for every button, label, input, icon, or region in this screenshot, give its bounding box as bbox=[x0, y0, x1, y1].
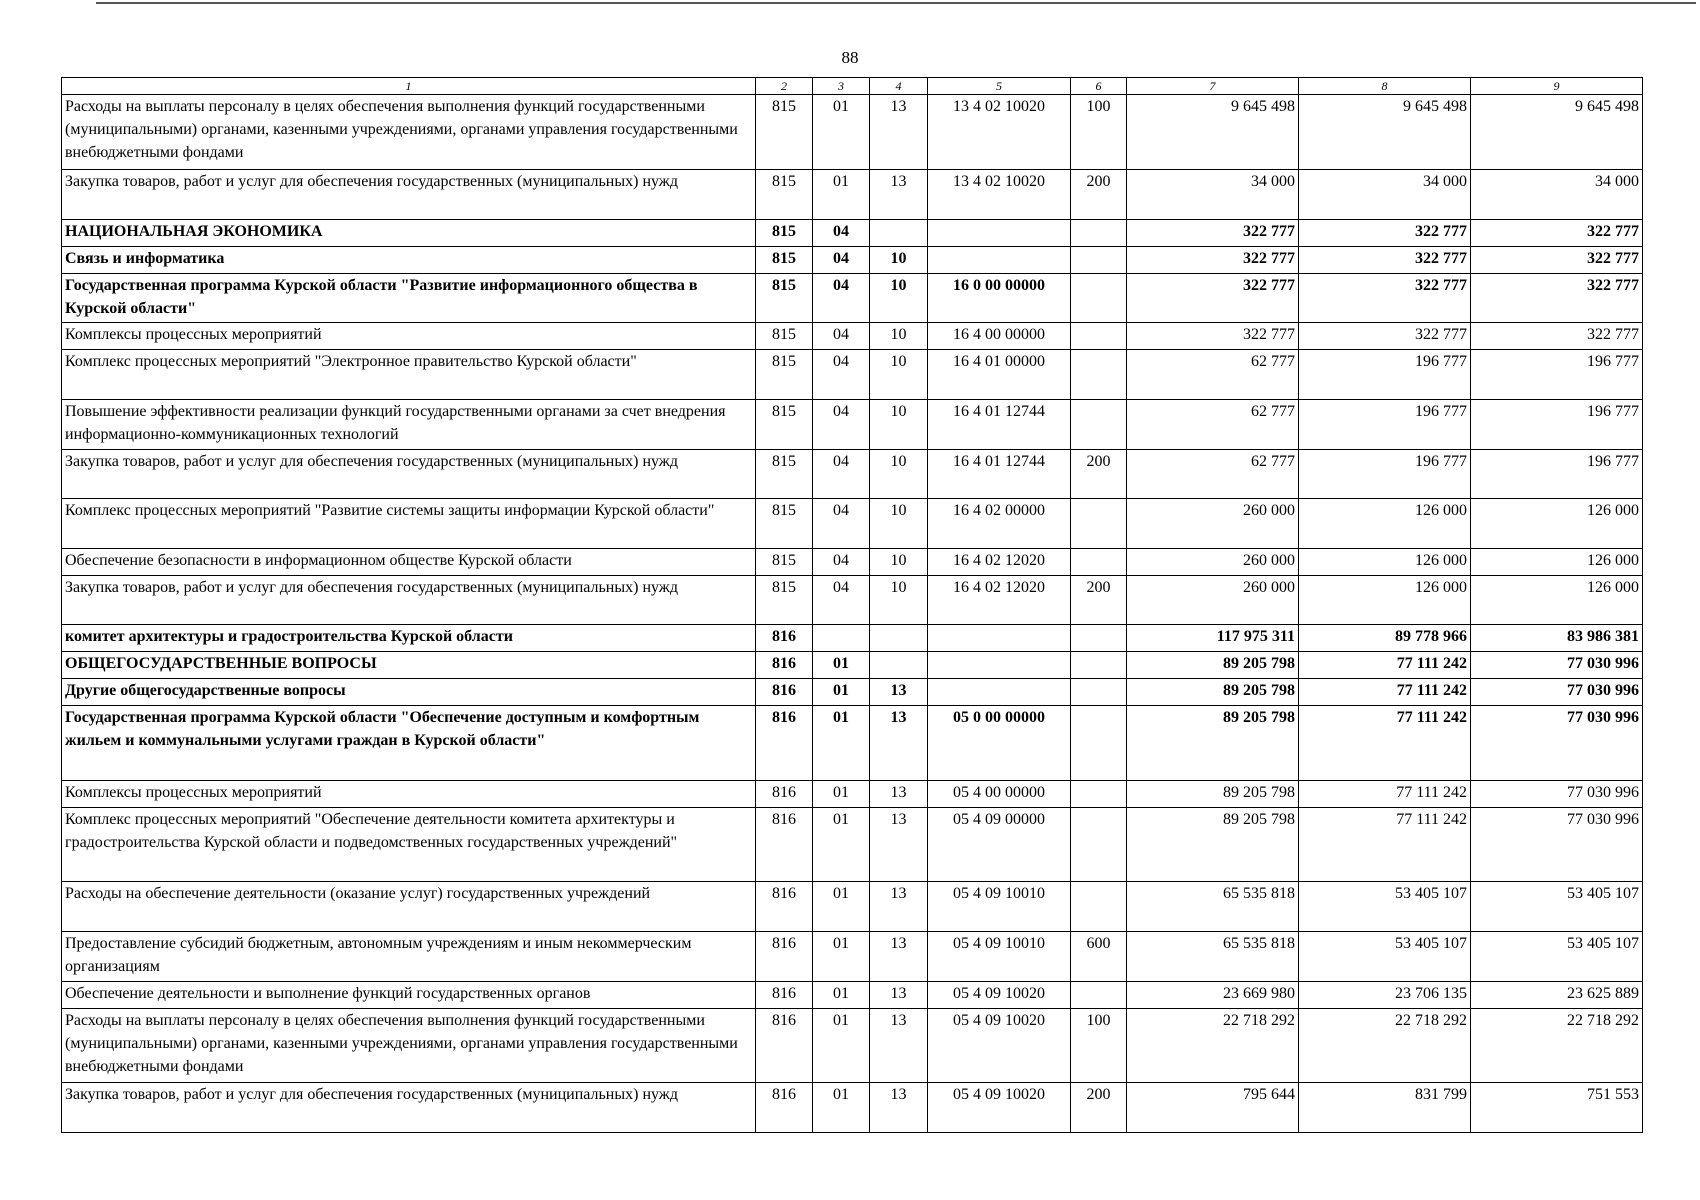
expense-type-cell: 200 bbox=[1071, 576, 1127, 625]
grbs-cell: 815 bbox=[756, 170, 813, 220]
amount-year2-cell: 322 777 bbox=[1299, 247, 1471, 274]
row-name-cell: Закупка товаров, работ и услуг для обеспечения государственных (муниципальных) нужд bbox=[62, 170, 756, 220]
amount-year1-cell: 89 205 798 bbox=[1127, 706, 1299, 781]
amount-year2-cell: 53 405 107 bbox=[1299, 882, 1471, 932]
row-name-cell: Комплекс процессных мероприятий "Электронное правительство Курской области" bbox=[62, 350, 756, 400]
row-name-cell: Комплексы процессных мероприятий bbox=[62, 323, 756, 350]
amount-year2-cell: 77 111 242 bbox=[1299, 808, 1471, 882]
target-article-cell bbox=[928, 247, 1071, 274]
table-row bbox=[62, 706, 1643, 781]
subsection-cell: 10 bbox=[870, 400, 928, 450]
row-name-cell: Комплексы процессных мероприятий bbox=[62, 781, 756, 808]
section-cell: 04 bbox=[813, 274, 870, 323]
subsection-cell: 10 bbox=[870, 247, 928, 274]
row-name-cell: Другие общегосударственные вопросы bbox=[62, 679, 756, 706]
amount-year2-cell: 126 000 bbox=[1299, 499, 1471, 549]
subsection-cell: 10 bbox=[870, 350, 928, 400]
amount-year2-cell: 196 777 bbox=[1299, 350, 1471, 400]
amount-year2-cell: 322 777 bbox=[1299, 274, 1471, 323]
target-article-cell bbox=[928, 220, 1071, 247]
row-name-cell: Комплекс процессных мероприятий "Развитие системы защиты информации Курской области" bbox=[62, 499, 756, 549]
amount-year2-cell: 322 777 bbox=[1299, 323, 1471, 350]
section-cell: 04 bbox=[813, 450, 870, 499]
table-row bbox=[62, 95, 1643, 170]
target-article-cell: 16 4 01 12744 bbox=[928, 450, 1071, 499]
amount-year2-cell: 22 718 292 bbox=[1299, 1009, 1471, 1083]
subsection-cell: 10 bbox=[870, 274, 928, 323]
expense-type-cell bbox=[1071, 220, 1127, 247]
expense-type-cell bbox=[1071, 982, 1127, 1009]
amount-year1-cell: 65 535 818 bbox=[1127, 882, 1299, 932]
row-name-cell: Обеспечение деятельности и выполнение функций государственных органов bbox=[62, 982, 756, 1009]
amount-year1-cell: 322 777 bbox=[1127, 247, 1299, 274]
amount-year3-cell: 9 645 498 bbox=[1471, 95, 1643, 170]
amount-year3-cell: 53 405 107 bbox=[1471, 932, 1643, 982]
expense-type-cell bbox=[1071, 808, 1127, 882]
row-name-cell: Связь и информатика bbox=[62, 247, 756, 274]
amount-year1-cell: 9 645 498 bbox=[1127, 95, 1299, 170]
table-row bbox=[62, 323, 1643, 350]
target-article-cell: 05 4 09 10010 bbox=[928, 932, 1071, 982]
expense-type-cell bbox=[1071, 652, 1127, 679]
expense-type-cell: 100 bbox=[1071, 1009, 1127, 1083]
target-article-cell: 05 0 00 00000 bbox=[928, 706, 1071, 781]
row-name-cell: Расходы на выплаты персоналу в целях обеспечения выполнения функций государственными (муниципальными) органами, казенными учреждениями, органами управления государственными внебюджетными фондами bbox=[62, 95, 756, 170]
table-row bbox=[62, 170, 1643, 220]
table-row bbox=[62, 1083, 1643, 1133]
table-row bbox=[62, 247, 1643, 274]
amount-year1-cell: 62 777 bbox=[1127, 400, 1299, 450]
target-article-cell: 16 4 01 00000 bbox=[928, 350, 1071, 400]
expense-type-cell: 200 bbox=[1071, 450, 1127, 499]
section-cell: 01 bbox=[813, 932, 870, 982]
subsection-cell: 13 bbox=[870, 679, 928, 706]
section-cell: 01 bbox=[813, 982, 870, 1009]
amount-year1-cell: 117 975 311 bbox=[1127, 625, 1299, 652]
row-name-cell: Предоставление субсидий бюджетным, автономным учреждениям и иным некоммерческим организациям bbox=[62, 932, 756, 982]
expense-type-cell: 600 bbox=[1071, 932, 1127, 982]
table-row bbox=[62, 982, 1643, 1009]
expense-type-cell bbox=[1071, 679, 1127, 706]
expense-type-cell: 200 bbox=[1071, 170, 1127, 220]
section-cell: 01 bbox=[813, 1083, 870, 1133]
grbs-cell: 816 bbox=[756, 882, 813, 932]
amount-year3-cell: 322 777 bbox=[1471, 247, 1643, 274]
page-number: 88 bbox=[841, 48, 859, 67]
amount-year3-cell: 23 625 889 bbox=[1471, 982, 1643, 1009]
amount-year1-cell: 322 777 bbox=[1127, 323, 1299, 350]
target-article-cell: 16 4 00 00000 bbox=[928, 323, 1071, 350]
grbs-cell: 815 bbox=[756, 350, 813, 400]
row-name-cell: Государственная программа Курской области "Развитие информационного общества в Курской области" bbox=[62, 274, 756, 323]
subsection-cell: 13 bbox=[870, 170, 928, 220]
amount-year3-cell: 196 777 bbox=[1471, 350, 1643, 400]
expense-type-cell bbox=[1071, 274, 1127, 323]
table-row bbox=[62, 549, 1643, 576]
row-name-cell: Обеспечение безопасности в информационном обществе Курской области bbox=[62, 549, 756, 576]
subsection-cell: 13 bbox=[870, 1083, 928, 1133]
expense-type-cell: 100 bbox=[1071, 95, 1127, 170]
amount-year3-cell: 126 000 bbox=[1471, 549, 1643, 576]
expense-type-cell bbox=[1071, 781, 1127, 808]
target-article-cell: 16 4 02 12020 bbox=[928, 576, 1071, 625]
amount-year2-cell: 77 111 242 bbox=[1299, 781, 1471, 808]
column-number: 3 bbox=[813, 78, 870, 95]
target-article-cell: 05 4 09 10020 bbox=[928, 1009, 1071, 1083]
amount-year1-cell: 260 000 bbox=[1127, 499, 1299, 549]
column-number: 2 bbox=[756, 78, 813, 95]
table-row bbox=[62, 450, 1643, 499]
amount-year1-cell: 322 777 bbox=[1127, 220, 1299, 247]
section-cell: 04 bbox=[813, 247, 870, 274]
grbs-cell: 815 bbox=[756, 95, 813, 170]
column-number: 4 bbox=[870, 78, 928, 95]
target-article-cell: 13 4 02 10020 bbox=[928, 170, 1071, 220]
table-row bbox=[62, 576, 1643, 625]
amount-year3-cell: 126 000 bbox=[1471, 576, 1643, 625]
table-row bbox=[62, 400, 1643, 450]
grbs-cell: 815 bbox=[756, 274, 813, 323]
subsection-cell: 13 bbox=[870, 706, 928, 781]
column-number: 5 bbox=[928, 78, 1071, 95]
subsection-cell: 13 bbox=[870, 982, 928, 1009]
amount-year3-cell: 83 986 381 bbox=[1471, 625, 1643, 652]
expense-type-cell bbox=[1071, 706, 1127, 781]
table-row bbox=[62, 882, 1643, 932]
amount-year2-cell: 196 777 bbox=[1299, 400, 1471, 450]
section-cell: 01 bbox=[813, 1009, 870, 1083]
column-number: 6 bbox=[1071, 78, 1127, 95]
table-row bbox=[62, 220, 1643, 247]
amount-year1-cell: 260 000 bbox=[1127, 576, 1299, 625]
expense-type-cell bbox=[1071, 400, 1127, 450]
subsection-cell bbox=[870, 625, 928, 652]
grbs-cell: 815 bbox=[756, 549, 813, 576]
expense-type-cell bbox=[1071, 882, 1127, 932]
amount-year1-cell: 34 000 bbox=[1127, 170, 1299, 220]
amount-year2-cell: 831 799 bbox=[1299, 1083, 1471, 1133]
row-name-cell: Повышение эффективности реализации функций государственными органами за счет внедрения информационно-коммуникационных технологий bbox=[62, 400, 756, 450]
amount-year2-cell: 77 111 242 bbox=[1299, 652, 1471, 679]
target-article-cell: 05 4 00 00000 bbox=[928, 781, 1071, 808]
grbs-cell: 815 bbox=[756, 400, 813, 450]
expense-type-cell: 200 bbox=[1071, 1083, 1127, 1133]
row-name-cell: комитет архитектуры и градостроительства Курской области bbox=[62, 625, 756, 652]
target-article-cell: 16 4 01 12744 bbox=[928, 400, 1071, 450]
section-cell: 04 bbox=[813, 549, 870, 576]
subsection-cell: 13 bbox=[870, 808, 928, 882]
amount-year2-cell: 322 777 bbox=[1299, 220, 1471, 247]
amount-year3-cell: 322 777 bbox=[1471, 323, 1643, 350]
table-row bbox=[62, 679, 1643, 706]
budget-table bbox=[61, 77, 1643, 1133]
subsection-cell: 10 bbox=[870, 450, 928, 499]
amount-year2-cell: 9 645 498 bbox=[1299, 95, 1471, 170]
subsection-cell bbox=[870, 220, 928, 247]
row-name-cell: Закупка товаров, работ и услуг для обеспечения государственных (муниципальных) нужд bbox=[62, 1083, 756, 1133]
amount-year3-cell: 751 553 bbox=[1471, 1083, 1643, 1133]
grbs-cell: 816 bbox=[756, 1083, 813, 1133]
column-number: 9 bbox=[1471, 78, 1643, 95]
grbs-cell: 816 bbox=[756, 781, 813, 808]
grbs-cell: 816 bbox=[756, 982, 813, 1009]
section-cell: 01 bbox=[813, 706, 870, 781]
table-row bbox=[62, 1009, 1643, 1083]
target-article-cell bbox=[928, 679, 1071, 706]
column-number-header bbox=[62, 78, 1643, 95]
target-article-cell: 16 4 02 12020 bbox=[928, 549, 1071, 576]
target-article-cell: 05 4 09 00000 bbox=[928, 808, 1071, 882]
amount-year1-cell: 795 644 bbox=[1127, 1083, 1299, 1133]
grbs-cell: 816 bbox=[756, 625, 813, 652]
amount-year2-cell: 89 778 966 bbox=[1299, 625, 1471, 652]
section-cell: 01 bbox=[813, 781, 870, 808]
column-number: 7 bbox=[1127, 78, 1299, 95]
amount-year2-cell: 53 405 107 bbox=[1299, 932, 1471, 982]
row-name-cell: Расходы на обеспечение деятельности (оказание услуг) государственных учреждений bbox=[62, 882, 756, 932]
grbs-cell: 816 bbox=[756, 652, 813, 679]
section-cell: 01 bbox=[813, 808, 870, 882]
row-name-cell: НАЦИОНАЛЬНАЯ ЭКОНОМИКА bbox=[62, 220, 756, 247]
target-article-cell: 16 0 00 00000 bbox=[928, 274, 1071, 323]
amount-year1-cell: 89 205 798 bbox=[1127, 652, 1299, 679]
amount-year2-cell: 77 111 242 bbox=[1299, 679, 1471, 706]
row-name-cell: Расходы на выплаты персоналу в целях обеспечения выполнения функций государственными (муниципальными) органами, казенными учреждениями, органами управления государственными внебюджетными фондами bbox=[62, 1009, 756, 1083]
section-cell: 01 bbox=[813, 652, 870, 679]
subsection-cell: 13 bbox=[870, 882, 928, 932]
grbs-cell: 816 bbox=[756, 808, 813, 882]
section-cell: 04 bbox=[813, 499, 870, 549]
grbs-cell: 815 bbox=[756, 450, 813, 499]
amount-year1-cell: 260 000 bbox=[1127, 549, 1299, 576]
target-article-cell: 05 4 09 10020 bbox=[928, 1083, 1071, 1133]
row-name-cell: Закупка товаров, работ и услуг для обеспечения государственных (муниципальных) нужд bbox=[62, 450, 756, 499]
amount-year3-cell: 322 777 bbox=[1471, 274, 1643, 323]
amount-year1-cell: 322 777 bbox=[1127, 274, 1299, 323]
amount-year1-cell: 22 718 292 bbox=[1127, 1009, 1299, 1083]
subsection-cell bbox=[870, 652, 928, 679]
table-row bbox=[62, 932, 1643, 982]
row-name-cell: Комплекс процессных мероприятий "Обеспечение деятельности комитета архитектуры и градостроительства Курской области и подведомственных государственных учреждений" bbox=[62, 808, 756, 882]
subsection-cell: 13 bbox=[870, 95, 928, 170]
row-name-cell: Государственная программа Курской области "Обеспечение доступным и комфортным жильем и коммунальными услугами граждан в Курской области" bbox=[62, 706, 756, 781]
amount-year2-cell: 77 111 242 bbox=[1299, 706, 1471, 781]
amount-year1-cell: 89 205 798 bbox=[1127, 679, 1299, 706]
section-cell: 01 bbox=[813, 170, 870, 220]
grbs-cell: 816 bbox=[756, 932, 813, 982]
section-cell: 04 bbox=[813, 350, 870, 400]
row-name-cell: Закупка товаров, работ и услуг для обеспечения государственных (муниципальных) нужд bbox=[62, 576, 756, 625]
column-number: 1 bbox=[62, 78, 756, 95]
amount-year3-cell: 77 030 996 bbox=[1471, 781, 1643, 808]
amount-year1-cell: 62 777 bbox=[1127, 450, 1299, 499]
amount-year2-cell: 126 000 bbox=[1299, 549, 1471, 576]
grbs-cell: 815 bbox=[756, 220, 813, 247]
grbs-cell: 816 bbox=[756, 679, 813, 706]
expense-type-cell bbox=[1071, 247, 1127, 274]
section-cell: 04 bbox=[813, 400, 870, 450]
expense-type-cell bbox=[1071, 625, 1127, 652]
amount-year2-cell: 23 706 135 bbox=[1299, 982, 1471, 1009]
table-row bbox=[62, 499, 1643, 549]
subsection-cell: 10 bbox=[870, 499, 928, 549]
amount-year1-cell: 23 669 980 bbox=[1127, 982, 1299, 1009]
amount-year1-cell: 62 777 bbox=[1127, 350, 1299, 400]
grbs-cell: 816 bbox=[756, 1009, 813, 1083]
target-article-cell bbox=[928, 652, 1071, 679]
amount-year2-cell: 196 777 bbox=[1299, 450, 1471, 499]
section-cell: 04 bbox=[813, 220, 870, 247]
expense-type-cell bbox=[1071, 549, 1127, 576]
amount-year3-cell: 322 777 bbox=[1471, 220, 1643, 247]
section-cell bbox=[813, 625, 870, 652]
grbs-cell: 815 bbox=[756, 499, 813, 549]
table-row bbox=[62, 808, 1643, 882]
expense-type-cell bbox=[1071, 323, 1127, 350]
table-row bbox=[62, 781, 1643, 808]
subsection-cell: 10 bbox=[870, 576, 928, 625]
subsection-cell: 10 bbox=[870, 323, 928, 350]
subsection-cell: 13 bbox=[870, 781, 928, 808]
subsection-cell: 10 bbox=[870, 549, 928, 576]
amount-year2-cell: 126 000 bbox=[1299, 576, 1471, 625]
amount-year3-cell: 77 030 996 bbox=[1471, 679, 1643, 706]
grbs-cell: 815 bbox=[756, 247, 813, 274]
target-article-cell: 16 4 02 00000 bbox=[928, 499, 1071, 549]
target-article-cell: 05 4 09 10010 bbox=[928, 882, 1071, 932]
amount-year3-cell: 77 030 996 bbox=[1471, 808, 1643, 882]
section-cell: 01 bbox=[813, 95, 870, 170]
amount-year3-cell: 77 030 996 bbox=[1471, 706, 1643, 781]
table-row bbox=[62, 350, 1643, 400]
amount-year3-cell: 126 000 bbox=[1471, 499, 1643, 549]
grbs-cell: 816 bbox=[756, 706, 813, 781]
amount-year1-cell: 65 535 818 bbox=[1127, 932, 1299, 982]
amount-year1-cell: 89 205 798 bbox=[1127, 808, 1299, 882]
table-row bbox=[62, 652, 1643, 679]
table-row bbox=[62, 274, 1643, 323]
amount-year3-cell: 34 000 bbox=[1471, 170, 1643, 220]
target-article-cell: 13 4 02 10020 bbox=[928, 95, 1071, 170]
section-cell: 01 bbox=[813, 882, 870, 932]
amount-year3-cell: 77 030 996 bbox=[1471, 652, 1643, 679]
grbs-cell: 815 bbox=[756, 323, 813, 350]
row-name-cell: ОБЩЕГОСУДАРСТВЕННЫЕ ВОПРОСЫ bbox=[62, 652, 756, 679]
target-article-cell: 05 4 09 10020 bbox=[928, 982, 1071, 1009]
amount-year3-cell: 196 777 bbox=[1471, 450, 1643, 499]
expense-type-cell bbox=[1071, 350, 1127, 400]
amount-year3-cell: 22 718 292 bbox=[1471, 1009, 1643, 1083]
amount-year1-cell: 89 205 798 bbox=[1127, 781, 1299, 808]
subsection-cell: 13 bbox=[870, 1009, 928, 1083]
column-number: 8 bbox=[1299, 78, 1471, 95]
amount-year2-cell: 34 000 bbox=[1299, 170, 1471, 220]
amount-year3-cell: 196 777 bbox=[1471, 400, 1643, 450]
grbs-cell: 815 bbox=[756, 576, 813, 625]
section-cell: 04 bbox=[813, 576, 870, 625]
expense-type-cell bbox=[1071, 499, 1127, 549]
table-row bbox=[62, 625, 1643, 652]
section-cell: 01 bbox=[813, 679, 870, 706]
subsection-cell: 13 bbox=[870, 932, 928, 982]
target-article-cell bbox=[928, 625, 1071, 652]
section-cell: 04 bbox=[813, 323, 870, 350]
amount-year3-cell: 53 405 107 bbox=[1471, 882, 1643, 932]
top-rule bbox=[96, 2, 1696, 4]
